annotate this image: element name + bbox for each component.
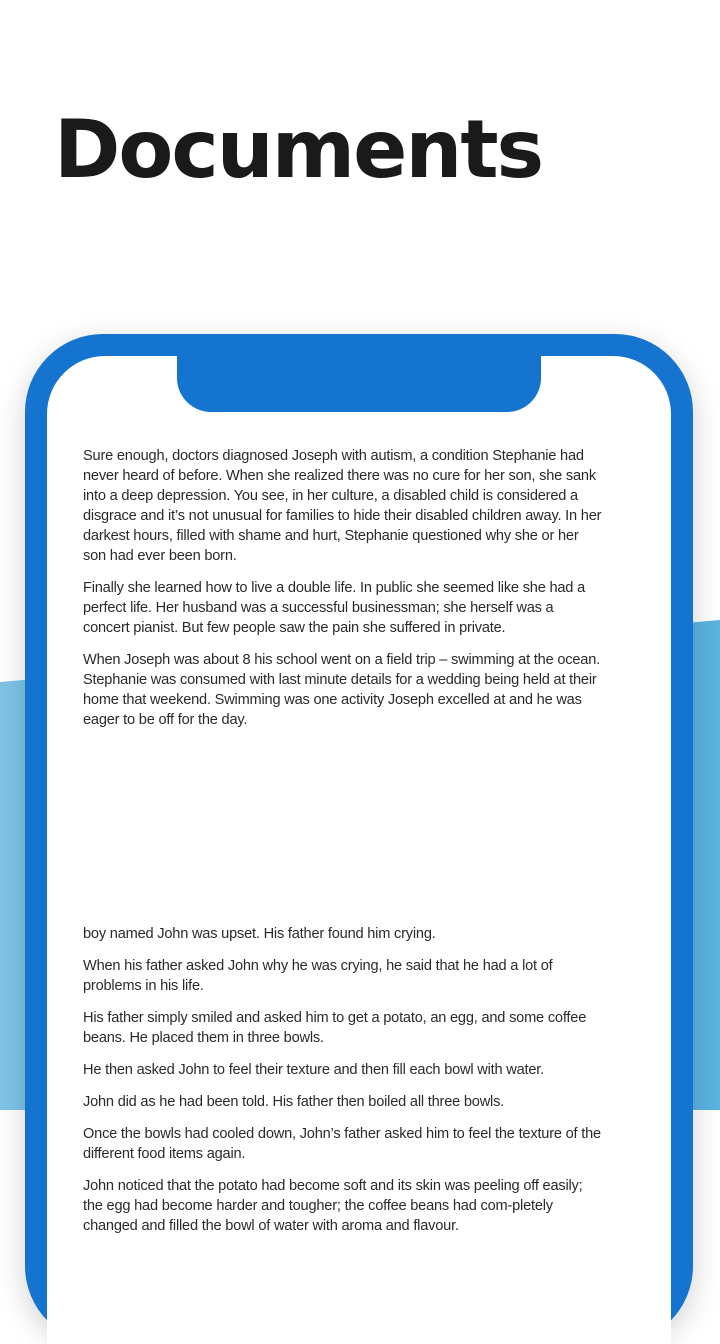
paragraph: boy named John was upset. His father found him crying. [83, 926, 436, 942]
paragraph: Sure enough, doctors diagnosed Joseph with autism, a condition Stephanie had never heard of before. When she realized there was no cure for her son, she sank into a deep depression. You see, in her culture, a disabled child is considered a disgrace and it’s not unusual for families to hide their disabled children away. In her darkest hours, filled with shame and hurt, Stephanie questioned why she or her son had ever been born. [83, 448, 602, 564]
paragraph: John noticed that the potato had become soft and its skin was peeling off easily; the egg had become harder and tougher; the coffee beans had com-pletely changed and filled the bowl of water with aroma and flavour. [83, 1178, 583, 1234]
paragraph: Once the bowls had cooled down, John’s father asked him to feel the texture of the different food items again. [83, 1126, 601, 1162]
paragraph: His father simply smiled and asked him to get a potato, an egg, and some coffee beans. He placed them in three bowls. [83, 1010, 587, 1046]
document-page-2 [83, 924, 603, 1248]
paragraph: When Joseph was about 8 his school went on a field trip – swimming at the ocean. Stephanie was consumed with last minute details for a wedding being held at their home that weekend. Swimming was one activity Joseph excelled at and he was eager to be off for the day. [83, 652, 600, 728]
phone-notch [177, 356, 541, 412]
phone-frame [25, 334, 693, 1344]
paragraph: John did as he had been told. His father then boiled all three bowls. [83, 1094, 505, 1110]
page-title: Documents [54, 103, 543, 196]
paragraph: Finally she learned how to live a double life. In public she seemed like she had a perfect life. Her husband was a successful businessman; she herself was a concert pianist. But few people saw the pain she suffered in private. [83, 580, 585, 636]
paragraph: When his father asked John why he was crying, he said that he had a lot of problems in his life. [83, 958, 553, 994]
paragraph: He then asked John to feel their texture and then fill each bowl with water. [83, 1062, 544, 1078]
document-page-1 [83, 446, 603, 742]
phone-screen[interactable] [47, 356, 671, 1344]
